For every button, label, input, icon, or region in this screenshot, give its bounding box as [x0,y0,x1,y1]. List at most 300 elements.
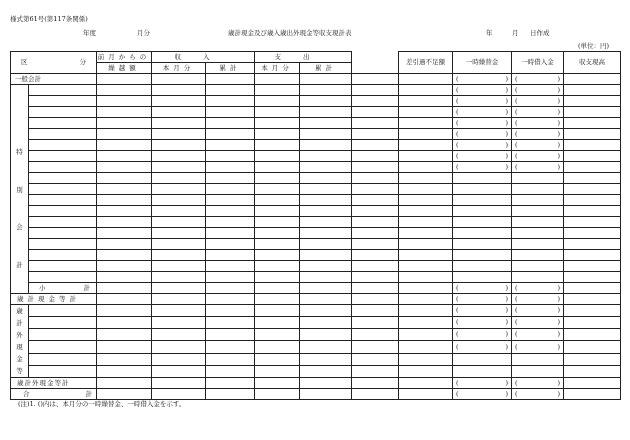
table-cell [29,353,97,365]
category-header: 区 分 [11,52,97,74]
table-cell [564,353,621,365]
table-cell [352,378,399,389]
table-cell [255,74,300,85]
table-cell [399,272,453,283]
table-cell [152,107,206,118]
paren-mark: ) [557,162,560,171]
table-cell [453,305,512,317]
table-cell [300,294,352,305]
paren-mark: ) [505,129,508,138]
table-cell [352,294,399,305]
table-cell [352,283,399,294]
paren-mark: ( [515,294,518,303]
table-cell [97,261,152,272]
table-cell [97,184,152,195]
table-cell [206,329,255,341]
paren-cell [512,74,564,85]
table-cell [152,195,206,206]
paren-mark: ) [505,74,508,83]
paren-mark: ) [557,118,560,127]
table-cell [300,206,352,217]
paren-mark: ( [515,318,518,327]
table-cell [255,206,300,217]
table-cell [453,329,512,341]
table-cell [399,96,453,107]
income-cumulative-header: 累計 [206,63,255,74]
table-cell [255,353,300,365]
table-cell [512,283,564,294]
general-account-row [11,74,621,85]
table-cell [512,365,564,377]
table-cell [453,389,512,400]
table-cell [97,173,152,184]
table-cell [97,365,152,377]
paren-mark: ( [456,162,459,171]
table-cell [453,206,512,217]
table-cell [29,85,97,96]
table-cell [512,272,564,283]
table-cell [206,85,255,96]
table-cell [453,365,512,377]
table-cell [300,118,352,129]
table-cell [453,378,512,389]
paren-mark: ( [456,378,459,387]
special-subtotal-row [11,283,621,294]
table-cell [399,85,453,96]
table-cell [352,272,399,283]
table-cell [29,272,97,283]
table-cell [206,239,255,250]
paren-mark: ) [557,107,560,116]
special-account-label: 特 別 会 計 [11,85,29,294]
external-total-label: 歳計外現金等計 [11,378,97,389]
paren-mark: ) [505,162,508,171]
table-cell [300,162,352,173]
table-cell [29,217,97,228]
table-cell [453,283,512,294]
paren-mark: ( [456,96,459,105]
table-cell [352,129,399,140]
paren-mark: ) [505,330,508,339]
table-cell [453,129,512,140]
table-cell [453,140,512,151]
footnote: (注)1. ()内は、本月分の一時繰替金、一時借入金を示す。 [18,400,186,408]
table-cell [352,151,399,162]
table-cell [352,96,399,107]
table-cell [206,162,255,173]
table-cell [206,261,255,272]
table-cell [152,140,206,151]
table-cell [512,250,564,261]
table-cell [29,173,97,184]
table-cell [255,305,300,317]
table-cell [97,239,152,250]
table-cell [97,283,152,294]
table-cell [206,184,255,195]
table-cell [512,228,564,239]
external-cash-row [11,329,621,341]
table-cell [152,341,206,353]
date-year-label: 年 [486,29,493,37]
table-cell [152,378,206,389]
table-cell [512,195,564,206]
table-cell [453,173,512,184]
table-cell [564,317,621,329]
table-cell [152,162,206,173]
table-cell [152,228,206,239]
table-cell [152,74,206,85]
table-cell [152,151,206,162]
table-cell [152,173,206,184]
table-cell [97,378,152,389]
table-cell [255,341,300,353]
paren-mark: ) [505,342,508,351]
table-cell [399,195,453,206]
paren-mark: ) [557,294,560,303]
table-cell [564,365,621,377]
paren-mark: ( [515,378,518,387]
table-cell [206,129,255,140]
table-cell [29,129,97,140]
paren-cell [453,74,512,85]
table-cell [206,317,255,329]
table-cell [206,107,255,118]
table-cell [152,250,206,261]
table-cell [206,140,255,151]
table-cell [206,250,255,261]
paren-mark: ) [505,318,508,327]
paren-mark: ) [505,378,508,387]
table-cell [29,184,97,195]
table-cell [399,294,453,305]
table-cell [399,261,453,272]
table-cell [512,184,564,195]
table-cell [152,239,206,250]
paren-mark: ) [505,107,508,116]
table-cell [300,283,352,294]
table-cell [29,317,97,329]
subtotal-label: 小 計 [29,283,97,294]
paren-mark: ( [456,85,459,94]
table-cell [512,341,564,353]
table-cell [453,294,512,305]
paren-mark: ) [557,306,560,315]
table-cell [512,140,564,151]
paren-mark: ) [557,283,560,292]
table-cell [352,140,399,151]
paren-mark: ) [557,378,560,387]
table-cell [352,85,399,96]
table-cell [564,272,621,283]
table-cell [255,261,300,272]
table-cell [206,283,255,294]
paren-mark: ) [505,140,508,149]
income-this-month-header: 本月分 [152,63,206,74]
table-cell [29,365,97,377]
table-cell [453,353,512,365]
paren-mark: ) [557,389,560,398]
table-cell [29,195,97,206]
table-cell [564,107,621,118]
special-account-row [11,217,621,228]
table-cell [352,261,399,272]
table-cell [512,317,564,329]
table-cell [152,96,206,107]
paren-mark: ( [515,342,518,351]
special-account-row [11,162,621,173]
table-cell [399,353,453,365]
table-cell [453,96,512,107]
table-cell [300,365,352,377]
special-account-row [11,107,621,118]
form-title: 歳計現金及び歳入歳出外現金等収支現計表 [228,29,352,37]
paren-mark: ( [515,96,518,105]
paren-mark: ( [515,330,518,339]
table-cell [206,378,255,389]
fiscal-year-label: 年度 [83,29,96,37]
paren-mark: ) [557,330,560,339]
table-cell [300,217,352,228]
table-cell [97,217,152,228]
date-day-label: 日作成 [530,29,550,37]
table-cell [512,261,564,272]
cash-total-row [11,294,621,305]
table-cell [300,129,352,140]
special-account-row [11,250,621,261]
table-cell [399,341,453,353]
paren-mark: ( [456,389,459,398]
table-cell [29,206,97,217]
table-cell [300,184,352,195]
table-cell [399,239,453,250]
table-cell [399,329,453,341]
table-cell [453,217,512,228]
temp-borrow-header: 一時借入金 [512,52,564,74]
carryover-header-top: 前月からの [97,52,151,61]
table-cell [206,305,255,317]
table-cell [97,389,152,400]
table-cell [29,96,97,107]
unit-label: (単位：円) [578,42,610,50]
table-cell [152,389,206,400]
table-cell [255,294,300,305]
table-cell [300,173,352,184]
table-cell [352,305,399,317]
table-cell [300,239,352,250]
table-cell [512,162,564,173]
month-label: 月分 [137,29,150,37]
table-cell [352,195,399,206]
paren-mark: ) [505,283,508,292]
cash-balance-table [10,51,621,400]
table-cell [152,272,206,283]
table-cell [453,151,512,162]
table-cell [564,239,621,250]
paren-mark: ) [557,318,560,327]
table-cell [399,107,453,118]
table-cell [512,389,564,400]
table-cell [512,378,564,389]
table-cell [399,305,453,317]
table-cell [564,294,621,305]
special-account-row [11,151,621,162]
table-cell [152,261,206,272]
table-cell [300,329,352,341]
table-cell [255,173,300,184]
table-cell [206,365,255,377]
special-account-row [11,228,621,239]
table-cell [300,140,352,151]
table-cell [97,353,152,365]
table-cell [300,305,352,317]
table-cell [97,129,152,140]
table-cell [564,305,621,317]
table-cell [399,129,453,140]
special-account-row [11,118,621,129]
paren-mark: ( [456,294,459,303]
paren-mark: ( [456,118,459,127]
table-cell [399,283,453,294]
table-cell [206,96,255,107]
table-cell [512,206,564,217]
table-cell [564,162,621,173]
grand-total-label: 合 計 [11,389,97,400]
table-cell [206,195,255,206]
table-cell [352,389,399,400]
table-cell [399,378,453,389]
special-account-row [11,206,621,217]
table-cell [97,118,152,129]
table-cell [512,107,564,118]
table-cell [399,140,453,151]
external-cash-row [11,317,621,329]
table-cell [300,389,352,400]
paren-mark: ( [456,107,459,116]
table-cell [152,353,206,365]
table-cell [255,317,300,329]
form-number: 様式第61号(第117条関係) [10,15,88,23]
paren-mark: ( [456,306,459,315]
table-cell [255,140,300,151]
table-cell [255,184,300,195]
table-cell [352,52,399,74]
table-cell [512,129,564,140]
table-cell [255,85,300,96]
table-cell [564,140,621,151]
table-cell [97,151,152,162]
expense-header: 支出 [255,52,352,63]
paren-mark: ) [505,294,508,303]
paren-mark: ) [557,129,560,138]
table-cell [206,173,255,184]
table-cell [399,317,453,329]
header-row-1 [11,52,621,63]
table-cell [97,272,152,283]
paren-mark: ( [456,151,459,160]
table-cell [29,228,97,239]
table-cell [300,378,352,389]
paren-mark: ( [456,330,459,339]
table-cell [453,162,512,173]
table-cell [399,118,453,129]
paren-mark: ( [515,389,518,398]
special-account-row [11,173,621,184]
table-cell [255,389,300,400]
table-cell [352,239,399,250]
table-cell [152,129,206,140]
table-cell [352,173,399,184]
table-cell [206,353,255,365]
table-cell [453,85,512,96]
table-cell [255,365,300,377]
table-cell [255,96,300,107]
paren-mark: ( [515,162,518,171]
table-cell [453,250,512,261]
table-cell [399,217,453,228]
table-cell [255,329,300,341]
table-cell [352,365,399,377]
paren-mark: ( [456,140,459,149]
table-cell [512,353,564,365]
table-cell [512,305,564,317]
table-cell [300,272,352,283]
table-cell [453,272,512,283]
paren-mark: ) [505,306,508,315]
table-cell [399,162,453,173]
table-cell [564,118,621,129]
table-cell [453,195,512,206]
temp-transfer-header: 一時繰替金 [453,52,512,74]
table-cell [97,107,152,118]
table-cell [352,107,399,118]
table-cell [352,317,399,329]
table-cell [206,217,255,228]
table-cell [152,294,206,305]
paren-mark: ) [505,85,508,94]
table-cell [152,206,206,217]
table-cell [352,184,399,195]
table-cell [255,239,300,250]
external-cash-row [11,353,621,365]
table-cell [564,250,621,261]
table-cell [512,118,564,129]
table-cell [29,239,97,250]
table-cell [399,228,453,239]
table-cell [352,341,399,353]
table-cell [512,329,564,341]
general-account-label: 一般会計 [11,74,97,85]
table-cell [152,85,206,96]
table-cell [453,184,512,195]
special-account-row [11,272,621,283]
table-cell [512,96,564,107]
table-cell [206,389,255,400]
paren-mark: ) [505,96,508,105]
table-cell [564,151,621,162]
table-cell [97,85,152,96]
table-cell [97,329,152,341]
paren-mark: ) [557,85,560,94]
table-cell [255,378,300,389]
table-cell [399,173,453,184]
table-cell [300,261,352,272]
table-cell [453,228,512,239]
table-cell [29,341,97,353]
table-cell [453,107,512,118]
table-cell [152,305,206,317]
table-cell [512,217,564,228]
table-cell [564,329,621,341]
